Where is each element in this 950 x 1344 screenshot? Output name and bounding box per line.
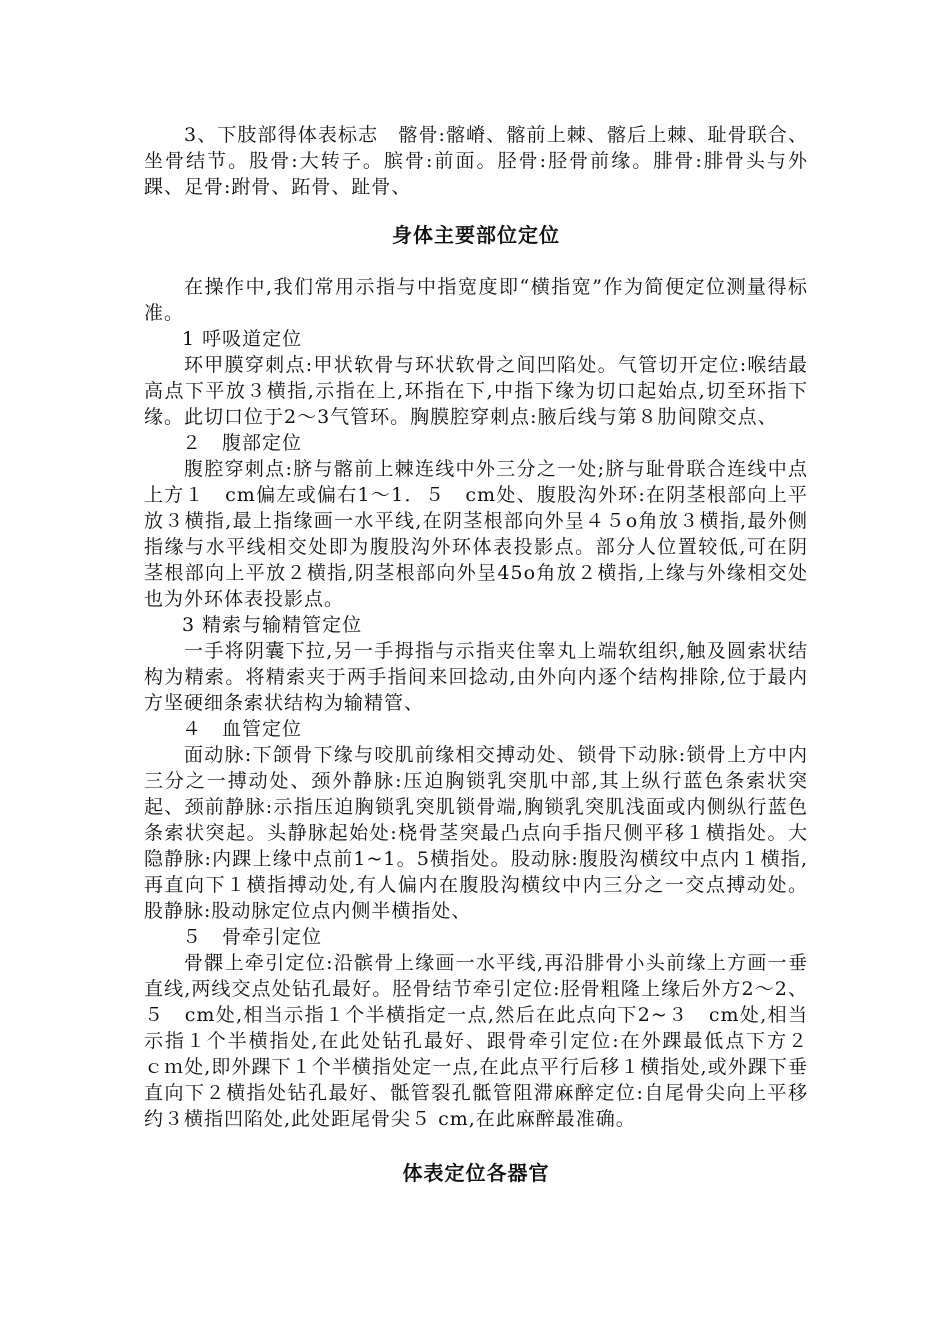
respiratory-paragraph: 环甲膜穿刺点:甲状软骨与环状软骨之间凹陷处。气管切开定位:喉结最高点下平放３横指,示指在上,环指在下,中指下缘为切口起始点,切至环指下缘。此切口位于2～3气管环。胸膜腔穿刺点:腋后线与第８肋间隙交点、	[144, 354, 808, 428]
subheading-respiratory: 1 呼吸道定位	[182, 328, 303, 350]
subheading-bone-traction: ５ 骨牵引定位	[182, 926, 323, 948]
section-intro-paragraph: 在操作中,我们常用示指与中指宽度即“横指宽”作为简便定位测量得标准。	[144, 276, 808, 324]
document-page	[144, 122, 829, 1186]
section-title-body-positioning: 身体主要部位定位	[392, 223, 560, 247]
abdomen-paragraph: 腹腔穿刺点:脐与髂前上棘连线中外三分之一处;脐与耻骨联合连线中点上方１ cm偏左或偏右1～1．５ cm处、腹股沟外环:在阴茎根部向上平放３横指,最上指缘画一水平线,在阴茎根部向外呈４５o角放３横指,最外侧指缘与水平线相交处即为腹股沟外环体表投影点。部分人位置较低,可在阴茎根部向上平放２横指,阴茎根部向外呈45o角放２横指,上缘与外缘相交处也为外环体表投影点。	[144, 458, 808, 610]
subheading-abdomen: ２ 腹部定位	[182, 432, 303, 454]
section-title-organ-positioning: 体表定位各器官	[402, 1161, 550, 1185]
bone-traction-paragraph: 骨髁上牵引定位:沿髌骨上缘画一水平线,再沿腓骨小头前缘上方画一垂直线,两线交点处钻孔最好。胫骨结节牵引定位:胫骨粗隆上缘后外方2～2、５ cm处,相当示指１个半横指定一点,然后在此点向下2~３ cm处,相当示指１个半横指处,在此处钻孔最好、跟骨牵引定位:在外踝最低点下方２ ｃｍ处,即外踝下１个半横指处定一点,在此点平行后移１横指处,或外踝下垂直向下２横指处钻孔最好、骶管裂孔骶管阻滞麻醉定位:自尾骨尖向上平移约３横指凹陷处,此处距尾骨尖５ cm,在此麻醉最准确。	[144, 952, 829, 1130]
lower-limb-landmarks-paragraph: 3、下肢部得体表标志 髂骨:髂嵴、髂前上棘、髂后上棘、耻骨联合、坐骨结节。股骨:大转子。膑骨:前面。胫骨:胫骨前缘。腓骨:腓骨头与外踝、足骨:跗骨、跖骨、趾骨、	[144, 124, 808, 198]
subheading-vessels: ４ 血管定位	[182, 718, 303, 740]
spermatic-cord-paragraph: 一手将阴囊下拉,另一手拇指与示指夹住睾丸上端软组织,触及圆索状结构为精索。将精索夹于两手指间来回捻动,由外向内逐个结构排除,位于最内方坚硬细条索状结构为输精管、	[144, 640, 808, 714]
vessels-paragraph: 面动脉:下颌骨下缘与咬肌前缘相交搏动处、锁骨下动脉:锁骨上方中内三分之一搏动处、颈外静脉:压迫胸锁乳突肌中部,其上纵行蓝色条索状突起、颈前静脉:示指压迫胸锁乳突肌锁骨端,胸锁乳突肌浅面或内侧纵行蓝色条索状突起。头静脉起始处:桡骨茎突最凸点向手指尺侧平移１横指处。大隐静脉:内踝上缘中点前1~1。5横指处。股动脉:腹股沟横纹中点内１横指,再直向下１横指搏动处,有人偏内在腹股沟横纹中内三分之一交点搏动处。股静脉:股动脉定位点内侧半横指处、	[144, 744, 808, 922]
subheading-spermatic-cord: 3 精索与输精管定位	[182, 614, 363, 636]
